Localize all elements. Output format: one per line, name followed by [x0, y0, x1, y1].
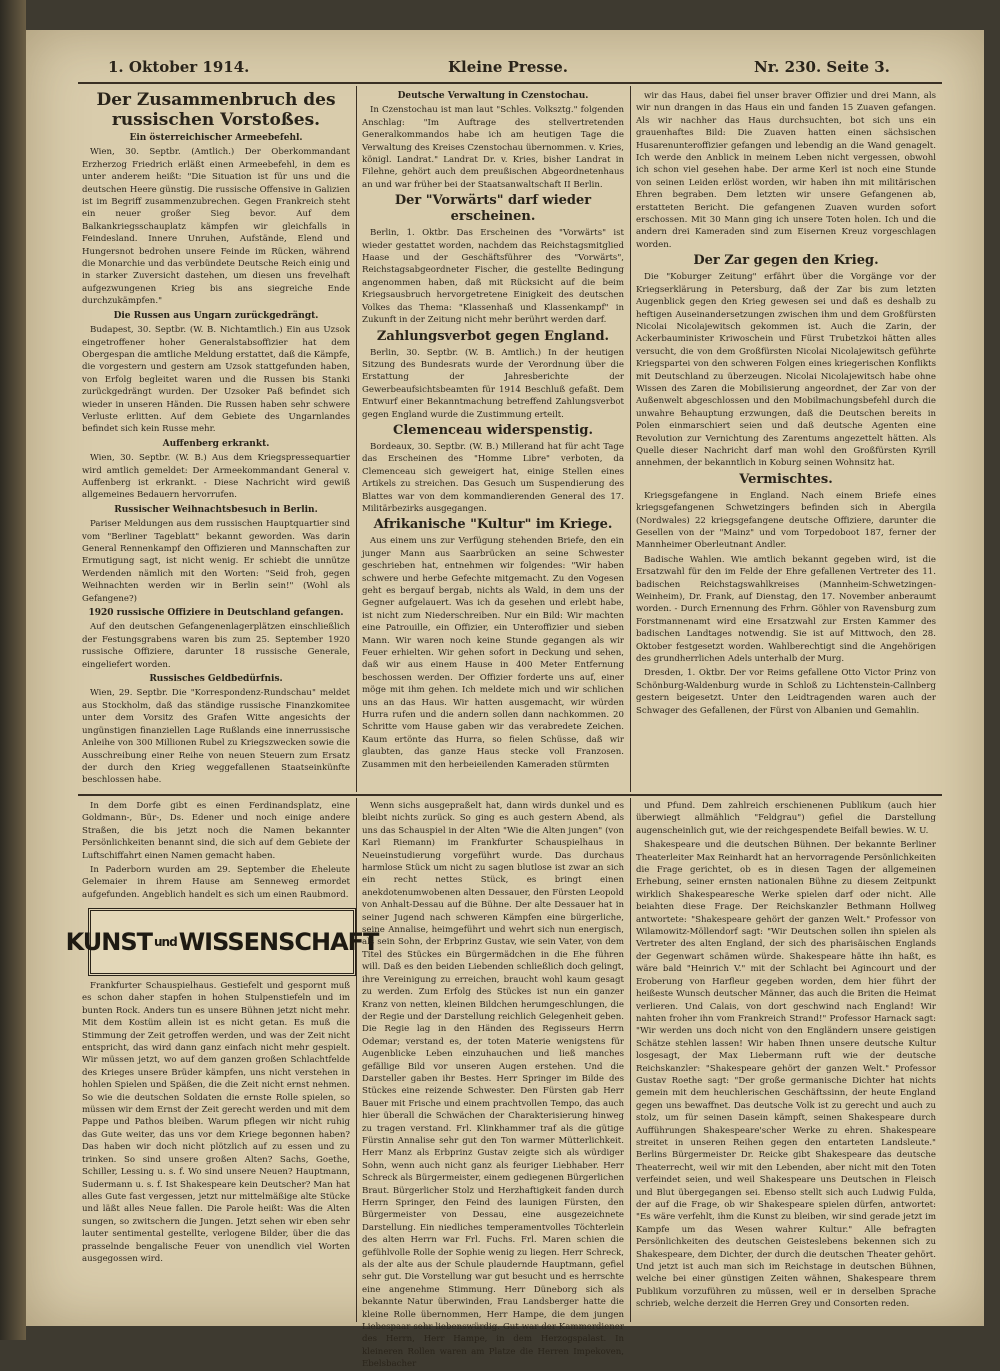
subheading: Russisches Geldbedürfnis.: [149, 674, 283, 685]
bottom-column-1-top: [82, 800, 350, 900]
bottom-column-1: [82, 980, 350, 1320]
article-text: Die "Koburger Zeitung" erfährt über die Vorgänge vor der Kriegserklärung in Petersburg, daß der Zar bis zum letzten Augenblick gegen den Krieg gewesen sei und daß es deshalb zu heftigen Auseinandersetzungen zwischen ihm und dem Großfürsten Nicolai Nicolajewitsch gekommen ist. Auch die Zarin, der Ackerbauminister Kriwoschein und Fürst Trubetzkoi hätten alles versucht, die von dem Großfürsten Nicolai Nicolajewitsch geführte Kriegspartei von den schweren Folgen eines kriegerischen Konflikts mit Deutschland zu überzeugen. Nicolai Nicolajewitsch habe ohne Wissen des Zaren die Mobilisierung angeordnet, der Zar von der Außenwelt abgeschlossen und den Mobilmachungsbefehl durch die unwahre Behauptung erzwungen, daß die Deutschen bereits in Polen einmarschiert seien und daß deutsche Agenten eine Revolution zur Vernichtung des Zarentums angezettelt hätten. Als Quelle dieser Nachricht darf man wohl den Großfürsten Kyrill annehmen, der bekanntlich in Koburg seinen Wohnsitz hat.: [636, 272, 936, 469]
column-rule: [356, 86, 357, 792]
binding-edge: [0, 0, 26, 1340]
subheading: Russischer Weihnachtsbesuch in Berlin.: [114, 504, 318, 515]
article-text: Berlin, 30. Septbr. (W. B. Amtlich.) In der heutigen Sitzung des Bundesrats wurde der Verordnung über die Erstattung der Jahresberichte der Gewerbeaufsichtsbeamten für 1914 Beschluß gefaßt. Dem Entwurf einer Bekanntmachung betreffend Zahlungsverbot gegen England wurde die Zustimmung erteilt.: [362, 347, 624, 420]
article-text: Wien, 30. Septbr. (W. B.) Aus dem Kriegspressequartier wird amtlich gemeldet: Der Armeekommandant General v. Auffenberg ist erkrankt. - Diese Nachricht wird gewiß allgemeines Bedauern hervorrufen.: [82, 453, 350, 501]
subheading: Deutsche Verwaltung in Czenstochau.: [397, 91, 589, 101]
subheading: Die Russen aus Ungarn zurückgedrängt.: [113, 310, 319, 321]
article-text: Aus einem uns zur Verfügung stehenden Briefe, den ein junger Mann aus Saarbrücken an seine Schwester geschrieben hat, entnehmen wir folgendes: "Wir haben schwere und herbe Gefechte mitgemacht. Zu den Vogesen geht es bergauf bergab, nichts als Wald, in dem uns der Gegner aufgelauert. Was ich da gesehen und erlebt habe, ist nicht zum Niederschreiben. Nur ein Bild: Wir machten eine Patrouille, ein Offizier, ein Unteroffizier und sieben Mann. Wir waren noch keine Stunde gegangen als wir Feuer erhielten. Wir gehen sofort in Deckung und sehen, daß wir aus einem Hause in 400 Meter Entfernung beschossen werden. Der Offizier forderte uns auf, einer möge mit ihm gehen. Ich meldete mich und wir schlichen uns an das Haus. Wir hatten ausgemacht, wir würden Hurra rufen und die andern sollen dann nachkommen. 20 Schritte vom Hause gaben wir das verabredete Zeichen. Kaum ertönte das Hurra, so fielen Schüsse, daß wir glaubten, das ganze Haus stecke voll Franzosen. Zusammen mit den herbeieilenden Kameraden stürmten: [362, 536, 624, 770]
article-text: In dem Dorfe gibt es einen Ferdinandsplatz, eine Goldmann-, Bür-, Ds. Edener und noch einige andere Straßen, die bis jetzt noch die Namen bekannter Persönlichkeiten benannt sind, die sich auf dem Gebiete der Luftschiffahrt einen Namen gemacht haben.: [82, 801, 350, 861]
bottom-column-3: [636, 800, 936, 1320]
headline: Clemenceau widerspenstig.: [393, 422, 593, 438]
article-text: Pariser Meldungen aus dem russischen Hauptquartier sind vom "Berliner Tageblatt" bekannt geworden. Was darin General Rennenkampf den Offizieren und Mannschaften zur Ermutigung sagt, ist nicht wenig. Er schiebt die unnütze Werdenden nämlich mit den Worten: "Seid froh, gegen Weihnachten werden wir in Berlin sein!" (Wohl als Gefangene?): [82, 519, 350, 604]
column-3: [636, 90, 936, 790]
subheading: 1920 russische Offiziere in Deutschland gefangen.: [88, 608, 344, 619]
article-text: Kriegsgefangene in England. Nach einem Briefe eines kriegsgefangenen Schwetzingers befinden sich in Abergila (Nordwales) 22 kriegsgefangene deutsche Offiziere, darunter die Gesellen von der "Mainz" und vom Torpedoboot 187, ferner der Mannheimer Oberleutnant Andler.: [636, 490, 936, 551]
article-text: In Paderborn wurden am 29. September die Eheleute Gelemaier in ihrem Hause am Senneweg ermordet aufgefunden. Angeblich handelt es sich um einen Raubmord.: [82, 865, 350, 900]
column-1: [82, 90, 350, 790]
headline: Der Zusammenbruch des russischen Vorstoßes.: [96, 90, 336, 130]
kunst-wissenschaft-banner: [65, 908, 379, 976]
article-text: Wien, 29. Septbr. Die "Korrespondenz-Rundschau" meldet aus Stockholm, daß das ständige russische Finanzkomitee unter dem Vorsitz des Grafen Witte angesichts der ungünstigen finanziellen Lage Rußlands eine innerrussische Anleihe von 300 Millionen Rubel zu Kriegszwecken sowie die Ausschreibung einer Reihe von neuen Steuern zum Ersatz der durch den Krieg weggefallenen Staatseinkünfte beschlossen habe.: [82, 688, 350, 786]
article-text: Shakespeare und die deutschen Bühnen. Der bekannte Berliner Theaterleiter Max Reinhardt hat an hervorragende Persönlichkeiten die Frage gerichtet, ob es in diesen Tagen der allgemeinen Erhebung, seiner ernsten nationalen Bühne zu diesem Zeitpunkt wirklich Shakespearesche Werke spielen darf oder nicht. Alle beiahten diese Frage. Der Reichskanzler Bethmann Hollweg antwortete: "Shakespeare gehört der ganzen Welt." Professor von Wilamowitz-Möllendorf sagt: "Wir Deutschen sollen ihn spielen als Vertreter des alten England, der sich des pharisäischen Englands der Gegenwart schämen würde. Shakespeare hätte ihn haßt, es wäre bald "Heinrich V." mit der Schlacht bei Agincourt und der Eroberung von Harfleur gegeben worden, dem hier führt der heißeste Wunsch deutscher Männer, das auch die Briten die Heimat verlieren. Und Calais, von dort geschwind nach England! Wir nahten froher ihn vom Frankreich Strand!" Professor Harnack sagt: "Wir werden uns doch nicht von den Engländern unsere geistigen Schätze stehlen lassen! Wir haben Ihnen unsere deutsche Kultur losgesagt, der Max Liebermann ruft wie der deutsche Reichskanzler: "Shakespeare gehört der ganzen Welt." Professor Gustav Roethe sagt: "Der große germanische Dichter hat nichts gemein mit dem heuchlerischen Geschäftssinn, der heute England gegen uns bewaffnet. Das deutsche Volk ist zu gerecht und auch zu stolz, um für seinen Dasein kämpft, seinen Shakespeare durch Aufführungen Shakespeare'scher Werke zu ehren. Shakespeare streitet in unseren Reihen gegen den entarteten Landsleute." Berlins Bürgermeister Dr. Reicke gibt Shakespeare das deutsche Theaterrecht, weil wir mit den Lebenden, aber nicht mit den Toten verfeindet seien, und weil Shakespeare uns Deutschen in Fleisch und Blut übergegangen sei. Ebenso stellt sich auch Ludwig Fulda, der auf die Frage, ob wir Shakespeare spielen dürfen, antwortet: "Es wäre verfehlt, ihm die Kunst zu bleiben, wir sind gerade jetzt im Kampfe um das Wesen wahrer Kultur." Alle befragten Persönlichkeiten des deutschen Geisteslebens bekennen sich zu Shakespeare, dem Dichter, der durch die deutschen Theater gehört. Und jetzt ist auch man sich im Reichstage in deutschen Bühnen, welche bei einer günstigen Zeiten wähnen, Shakespeare threm Publikum vorzuführen zu müssen, weil er in derselben Sprache schrieb, welche derzeit die Herren Grey und Consorten reden.: [636, 840, 936, 1310]
issue-page: Nr. 230. Seite 3.: [754, 58, 890, 76]
masthead: [86, 58, 936, 80]
article-text: Budapest, 30. Septbr. (W. B. Nichtamtlich.) Ein aus Uzsok eingetroffener hoher Generalstabsoffizier hat dem Obergespan die amtliche Meldung erstattet, daß die Kämpfe, die vorgestern und gestern am Uzsok stattgefunden haben, von Erfolg begleitet waren und die Russen bis Stanki zurückgedrängt wurden. Der Uzsoker Paß befindet sich wieder in unseren Händen. Die Russen haben sehr schwere Verluste erlitten. Auf dem Gebiete des Ungarnlandes befindet sich kein Russe mehr.: [82, 325, 350, 435]
banner-word: KUNST: [65, 928, 153, 956]
newspaper-page: [26, 30, 984, 1370]
issue-date: 1. Oktober 1914.: [108, 58, 250, 76]
headline: Zahlungsverbot gegen England.: [376, 328, 610, 344]
article-text: Dresden, 1. Oktbr. Der vor Reims gefallene Otto Victor Prinz von Schönburg-Waldenburg wurde in Schloß zu Lichtenstein-Callnberg gestern beigesetzt. Unter den Leidtragenden waren auch der Schwager des Gefallenen, der Fürst von Albanien und Gemahlin.: [636, 668, 936, 716]
article-text: Wenn sichs ausgepraßelt hat, dann wirds dunkel und es bleibt nichts zurück. So ging es auch gestern Abend, als uns das Schauspiel in der Alten "Wie die Alten jungen" (von Karl Riemann) im Frankfurter Schauspielhaus in Neueinstudierung vorgeführt wurde. Das durchaus harmlose Stück um nicht zu sagen blutlose ist zwar an sich ein recht nettes Stück, es bringt einen anekdotenumwobenen alten Dessauer, den Fürsten Leopold von Anhalt-Dessau auf die Bühne. Der alte Dessauer hat in seiner Jugend nach schweren Kämpfen eine bürgerliche, seine Annalise, heimgeführt und wehrt sich nun energisch, als sein Sohn, der Erbprinz Gustav, wie sein Vater, von dem Titel des Stückes ein Bürgermädchen in die Ehe führen will. Daß es den beiden Liebenden schließlich doch gelingt, ihre Vereinigung zu erreichen, braucht wohl kaum gesagt zu werden. Zum Erfolg des Stückes ist nun ein ganzer Kranz von netten, kleinen Bildchen herumgeschlungen, die der Regie und der Darstellung reichlich Gelegenheit geben. Die Regie lag in den Händen des Regisseurs Herrn Odemar; verstand es, der toten Materie wenigstens für Augenblicke Leben einzuhauchen und ließ manches gefällige Bild vor unseren Augen erstehen. Und die Darsteller gaben ihr Bestes. Herr Springer im Bilde des Stückes eine reizende Schwester. Den Fürsten gab Herr Bauer mit Frische und einem prachtvollen Tempo, das auch hier überall die Schwächen der Charakterisierung hinweg zu tragen verstand. Frl. Klinkhammer traf als die gütige Fürstin Annalise sehr gut den Ton warmer Mütterlichkeit. Herr Manz als Erbprinz Gustav zeigte sich als würdiger Sohn, wenn auch nicht ganz als feuriger Liebhaber. Herr Schreck als Bürgermeister, einem gediegenen Bürgerlichen Braut. Bürgerlicher Stolz und Herzhaftigkeit fanden durch Herrn Springer, den Feind des launigen Fürsten, den Bürgermeister von Dessau, eine ausgezeichnete Darstellung. Ein niedliches temperamentvolles Töchterlein des alten Herrn war Frl. Fuchs. Frl. Maren schien die gefühlvolle Rolle der Sophie wenig zu liegen. Herr Schreck, als der alte aus der Schule plaudernde Hauptmann, gefiel sehr gut. Die Vorstellung war gut besucht und es herrschte eine angenehme Stimmung. Herr Düneborg sich als bekannte Natur überwinden, Frau Landsberger hatte die kleine Rolle übernommen, Herr Hampe, die dem jungen Liebespaar sehr liebenswürdig. Gut war der Kammerdiener des Herrn, Herr Hampe, in dem Herzogspalast. In kleineren Rollen waren am Platze die Herren Impekoven, Ebelsbacher: [362, 801, 624, 1370]
article-text: Wien, 30. Septbr. (Amtlich.) Der Oberkommandant Erzherzog Friedrich erläßt einen Armeebefehl, in dem es unter anderem heißt: "Die Situation ist für uns und die deutschen Heere günstig. Die russische Offensive in Galizien ist im Begriff zusammenzubrechen. Gegen Frankreich steht ein neuer großer Sieg bevor. Auf dem Balkankriegsschauplatz kämpfen wir gleichfalls in Feindesland. Innere Unruhen, Aufstände, Elend und Hungersnot bedrohen unsere Feinde im Rücken, während die Monarchie und das verbündete Deutsche Reich einig und in starker Zuversicht dastehen, um diesen uns frevelhaft aufgezwungenen Krieg bis ans siegreiche Ende durchzukämpfen.": [82, 147, 350, 307]
column-2: [362, 90, 624, 790]
article-text: Berlin, 1. Oktbr. Das Erscheinen des "Vorwärts" ist wieder gestattet worden, nachdem das Reichstagsmitglied Haase und der Geschäftsführer des "Vorwärts", Reichstagsabgeordneter Fischer, die gestellte Bedingung angenommen haben, daß mit Rücksicht auf die beim Kriegsausbruch hervorgetretene Einigkeit des deutschen Volkes das Thema: "Klassenhaß und Klassenkampf" in Zukunft in der Zeitung nicht mehr berührt werden darf.: [362, 228, 624, 326]
subheading: Auffenberg erkrankt.: [162, 438, 270, 449]
banner-word: und: [154, 935, 177, 949]
article-text: wir das Haus, dabei fiel unser braver Offizier und drei Mann, als wir nun drangen in das Haus ein und fanden 15 Zuaven gefangen. Als wir nachher das Haus durchsuchten, bot sich uns ein grauenhaftes Bild: Die Zuaven hatten einen sächsischen Husarenunteroffizier gefangen und lebendig an die Wand genagelt. Ich werde den Anblick in meinem Leben nicht vergessen, obwohl ich schon viel gesehen habe. Der arme Kerl ist noch eine Stunde von seinen Leiden erlöst worden, wir haben ihn mit militärischen Ehren begraben. Dem letzten wir unsere Gefangenen ab, erstatteten Bericht. Die gefangenen Zuaven wurden sofort erschossen. Mit 30 Mann ging ich unsere Toten holen. Ich und die andern drei Kameraden sind zum Eisernen Kreuz vorgeschlagen worden.: [636, 91, 936, 250]
article-text: Badische Wahlen. Wie amtlich bekannt gegeben wird, ist die Ersatzwahl für den im Felde der Ehre gefallenen Vertreter des 11. badischen Reichstagswahlkreises (Mannheim-Schwetzingen-Weinheim), Dr. Frank, auf Dienstag, den 17. November anberaumt worden. - Durch Ernennung des Frhrn. Göhler von Ravensburg zum Forstmannenamt wird eine Ersatzwahl zur Ersten Kammer des badischen Landtages notwendig. Sie ist auf Mittwoch, den 28. Oktober festgesetzt worden. Wahlberechtigt sind die Angehörigen des grundherrlichen Adels unterhalb der Murg.: [636, 554, 936, 665]
column-rule: [356, 798, 357, 1322]
bottom-column-2: [362, 800, 624, 1370]
section-rule: [78, 794, 942, 796]
headline: Afrikanische "Kultur" im Kriege.: [373, 517, 613, 533]
article-text: Auf den deutschen Gefangenenlagerplätzen einschließlich der Festungsgrabens waren bis zum 25. September 1920 russische Offiziere, darunter 18 russische Generale, eingeliefert worden.: [82, 622, 350, 670]
masthead-rule: [78, 82, 942, 84]
banner-word: WISSENSCHAFT: [178, 928, 379, 956]
headline: Vermischtes.: [739, 471, 833, 487]
subheading: Ein österreichischer Armeebefehl.: [129, 133, 303, 143]
article-text: Bordeaux, 30. Septbr. (W. B.) Millerand hat für acht Tage das Erscheinen des "Homme Libre" verboten, da Clemenceau sich geweigert hat, einige Stellen eines Artikels zu streichen. Das Gesuch um Suspendierung des Blattes war von dem kommandierenden General des 17. Militärbezirks ausgegangen.: [362, 441, 624, 514]
article-text: In Czenstochau ist man laut "Schles. Volksztg." folgenden Anschlag: "Im Auftrage des stellvertretenden Generalkommandos habe ich am heutigen Tage die Verwaltung des Kreises Czenstochau übernommen. v. Kries, königl. Landrat." Landrat Dr. v. Kries, bisher Landrat in Filehne, gehört auch dem preußischen Abgeordnetenhaus an und war früher bei der Staatsanwaltschaft II Berlin.: [362, 105, 624, 190]
column-rule: [630, 86, 631, 792]
article-text: und Pfund. Dem zahlreich erschienenen Publikum (auch hier überwiegt allmählich "Feldgrau") gefiel die Darstellung augenscheinlich gut, wie der reichgespendete Beifall bewies. W. U.: [636, 801, 936, 836]
column-rule: [630, 798, 631, 1322]
paper-title: Kleine Presse.: [448, 58, 569, 76]
headline: Der "Vorwärts" darf wieder erscheinen.: [394, 193, 592, 225]
headline: Der Zar gegen den Krieg.: [693, 253, 879, 269]
article-text: Frankfurter Schauspielhaus. Gestiefelt und gespornt muß es schon daher stapfen in hohen Stulpenstiefeln und im bunten Rock. Anders tun es unsere Bühnen jetzt nicht mehr. Mit dem Kostüm allein ist es nicht getan. Es muß die Stimmung der Zeit getroffen werden, und was der Zeit nicht entspricht, das wird dann ganz einfach nicht mehr gespielt. Wir müssen jetzt, wo auf dem ganzen großen Schlachtfelde des Krieges unsere Brüder kämpfen, uns nicht verstehen in hohlen Spielen und Späßen, die die Zeit nicht ernst nehmen. So wie die deutschen Soldaten die ernste Rolle spielen, so müssen wir dem Ernst der Zeit gerecht werden und mit dem Pappe und Pathos bleiben. Warum pflegen wir nicht ruhig das Gute weiter, das uns vor dem Kriege begonnen haben? Das haben wir doch nicht plötzlich auf zu essen und zu trinken. So sind unsere großen Alten? Sachs, Goethe, Schiller, Lessing u. s. f. Wo sind unsere Neuen? Hauptmann, Sudermann u. s. f. Ist Shakespeare kein Deutscher? Man hat alles Gute fast vergessen, jetzt nur mittelmäßige alte Stücke und läßt alles Neue fallen. Die Parole heißt: Was die Alten sungen, so zwitschern die Jungen. Jetzt sehen wir eben sehr lauter sentimental gestellte, verlogene Bilder, über die das prasselnde bengalische Feuer von unendlich viel Worten ausgegossen wird.: [82, 981, 350, 1264]
